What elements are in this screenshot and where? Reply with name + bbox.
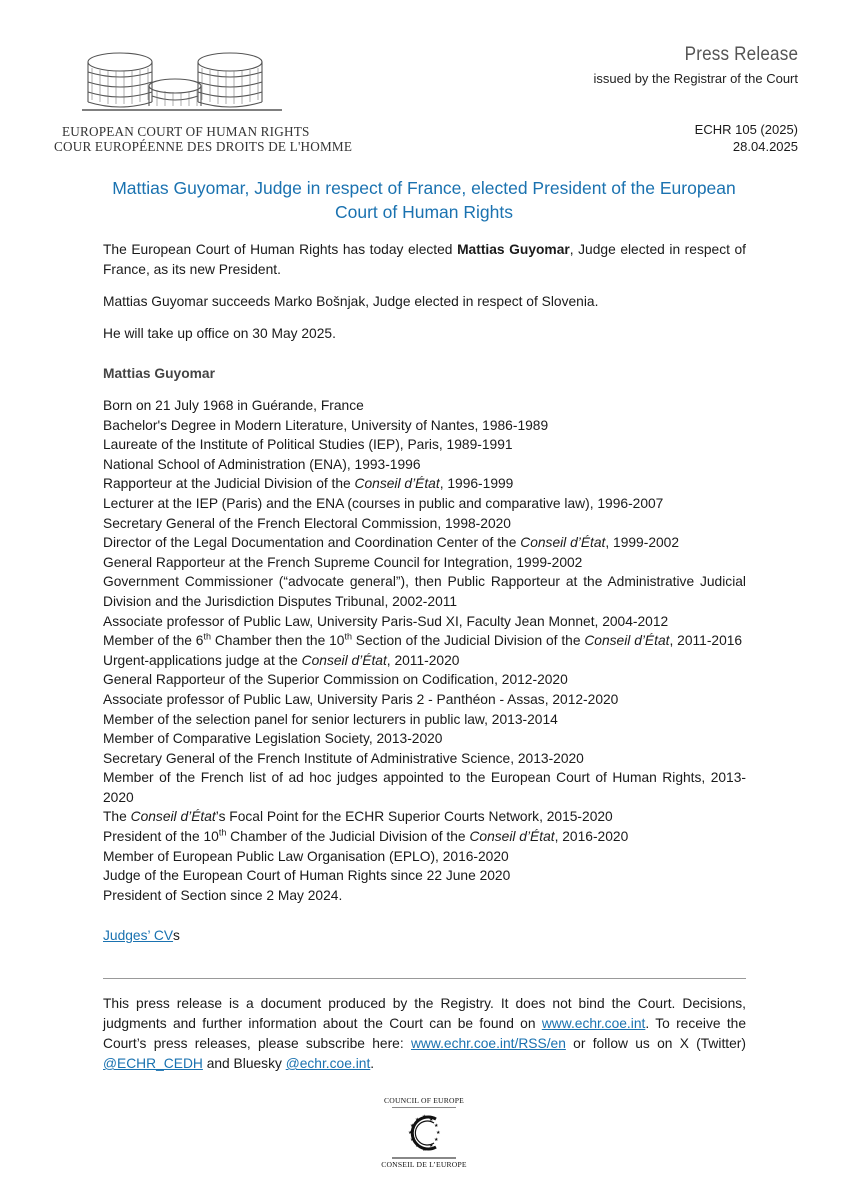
main-content xyxy=(103,240,746,905)
cv-item: Government Commissioner (“advocate general”), then Public Rapporteur at the Administrative Judicial Division and the Jurisdiction Disputes Tribunal, 2002-2011 xyxy=(103,574,746,609)
cv-item: National School of Administration (ENA), 1993-1996 xyxy=(103,456,421,472)
cv-item: President of Section since 2 May 2024. xyxy=(103,887,343,903)
cv-item: General Rapporteur at the French Supreme Council for Integration, 1999-2002 xyxy=(103,554,583,570)
cv-item: Urgent-applications judge at the Conseil d’État, 2011-2020 xyxy=(103,652,460,668)
footer-notice: This press release is a document produced by the Registry. It does not bind the Court. Decisions, judgments and further information about the Court can be found on www.echr.coe.int. To receive the Court’s press releases, please subscribe here: www.echr.coe.int/RSS/en or follow us on X (Twitter) @ECHR_CEDH and Bluesky @echr.coe.int. xyxy=(103,996,747,1071)
cv-item: Associate professor of Public Law, University Paris 2 - Panthéon - Assas, 2012-2020 xyxy=(103,691,619,707)
footer-divider xyxy=(103,978,746,979)
cv-item: Member of the selection panel for senior lecturers in public law, 2013-2014 xyxy=(103,711,558,727)
cv-item: Bachelor's Degree in Modern Literature, University of Nantes, 1986-1989 xyxy=(103,417,549,433)
cv-item: Secretary General of the French Institute of Administrative Science, 2013-2020 xyxy=(103,750,584,766)
court-name-french: COUR EUROPÉENNE DES DROITS DE L'HOMME xyxy=(54,139,353,154)
cv-item: General Rapporteur of the Superior Commission on Codification, 2012-2020 xyxy=(103,672,568,688)
echr-website-link[interactable]: www.echr.coe.int xyxy=(541,1016,646,1031)
intro-paragraph-2: Mattias Guyomar succeeds Marko Bošnjak, Judge elected in respect of Slovenia. xyxy=(103,294,599,309)
cv-item: Laureate of the Institute of Political Studies (IEP), Paris, 1989-1991 xyxy=(103,437,513,453)
judges-cv-anchor[interactable]: Judges’ CV xyxy=(103,928,174,943)
cv-item: Member of the 6th Chamber then the 10th Section of the Judicial Division of the Conseil d’État, 2011-2016 xyxy=(103,631,743,649)
council-of-europe-logo xyxy=(376,1096,472,1169)
cv-item: Director of the Legal Documentation and Coordination Center of the Conseil d’État, 1999-2002 xyxy=(103,535,680,551)
cv-item: Member of Comparative Legislation Society, 2013-2020 xyxy=(103,731,443,747)
cv-item: Secretary General of the French Electoral Commission, 1998-2020 xyxy=(103,515,511,531)
svg-text:★: ★ xyxy=(410,1137,415,1143)
svg-text:★: ★ xyxy=(410,1123,415,1129)
coe-name-french: CONSEIL DE L’EUROPE xyxy=(381,1160,467,1169)
cv-item: Member of European Public Law Organisation (EPLO), 2016-2020 xyxy=(103,848,509,864)
svg-text:★: ★ xyxy=(434,1123,439,1129)
cv-item: Member of the French list of ad hoc judges appointed to the European Court of Human Rights, 2013-2020 xyxy=(103,770,746,805)
cv-item: Rapporteur at the Judicial Division of the Conseil d’État, 1996-1999 xyxy=(103,476,514,492)
svg-text:★: ★ xyxy=(422,1147,427,1153)
intro-paragraph-3: He will take up office on 30 May 2025. xyxy=(103,326,336,341)
council-of-europe-emblem-icon xyxy=(392,1107,456,1159)
intro-paragraph-1: The European Court of Human Rights has today elected Mattias Guyomar, Judge elected in respect of France, as its new President. xyxy=(103,242,747,277)
cv-item: Associate professor of Public Law, University Paris-Sud XI, Faculty Jean Monnet, 2004-2012 xyxy=(103,613,669,629)
president-name: Mattias Guyomar xyxy=(457,242,570,257)
svg-text:★: ★ xyxy=(429,1117,434,1123)
svg-text:★: ★ xyxy=(434,1137,439,1143)
cv-list xyxy=(103,396,746,905)
release-date: 28.04.2025 xyxy=(732,139,798,154)
twitter-link[interactable]: @ECHR_CEDH xyxy=(103,1056,203,1071)
reference-number: ECHR 105 (2025) xyxy=(694,122,798,137)
svg-text:★: ★ xyxy=(422,1114,427,1120)
press-release-title: Press Release xyxy=(684,44,798,65)
cv-item: The Conseil d’État’s Focal Point for the ECHR Superior Courts Network, 2015-2020 xyxy=(103,809,613,825)
coe-name-english: COUNCIL OF EUROPE xyxy=(384,1096,464,1105)
cv-item: Born on 21 July 1968 in Guérande, France xyxy=(103,398,364,413)
rss-link[interactable]: www.echr.coe.int/RSS/en xyxy=(410,1036,566,1051)
headline: Mattias Guyomar, Judge in respect of France, elected President of the European Court of Human Rights xyxy=(112,178,736,222)
court-name-english: EUROPEAN COURT OF HUMAN RIGHTS xyxy=(62,124,310,139)
cv-item: Judge of the European Court of Human Rights since 22 June 2020 xyxy=(103,868,511,884)
judges-cvs-link[interactable]: Judges’ CVs xyxy=(103,928,180,943)
svg-text:★: ★ xyxy=(415,1143,420,1149)
cv-heading: Mattias Guyomar xyxy=(103,366,215,381)
svg-text:★: ★ xyxy=(408,1130,413,1136)
cv-item: President of the 10th Chamber of the Judicial Division of the Conseil d’État, 2016-2020 xyxy=(103,827,629,845)
svg-text:★: ★ xyxy=(429,1143,434,1149)
press-release-subtitle: issued by the Registrar of the Court xyxy=(593,71,798,86)
bluesky-link[interactable]: @echr.coe.int xyxy=(285,1056,371,1071)
court-building-icon xyxy=(82,48,292,118)
svg-text:★: ★ xyxy=(436,1130,441,1136)
svg-text:★: ★ xyxy=(415,1117,420,1123)
cv-item: Lecturer at the IEP (Paris) and the ENA (courses in public and comparative law), 1996-2007 xyxy=(103,495,664,511)
court-logo xyxy=(54,48,353,154)
reference-block xyxy=(695,121,798,155)
